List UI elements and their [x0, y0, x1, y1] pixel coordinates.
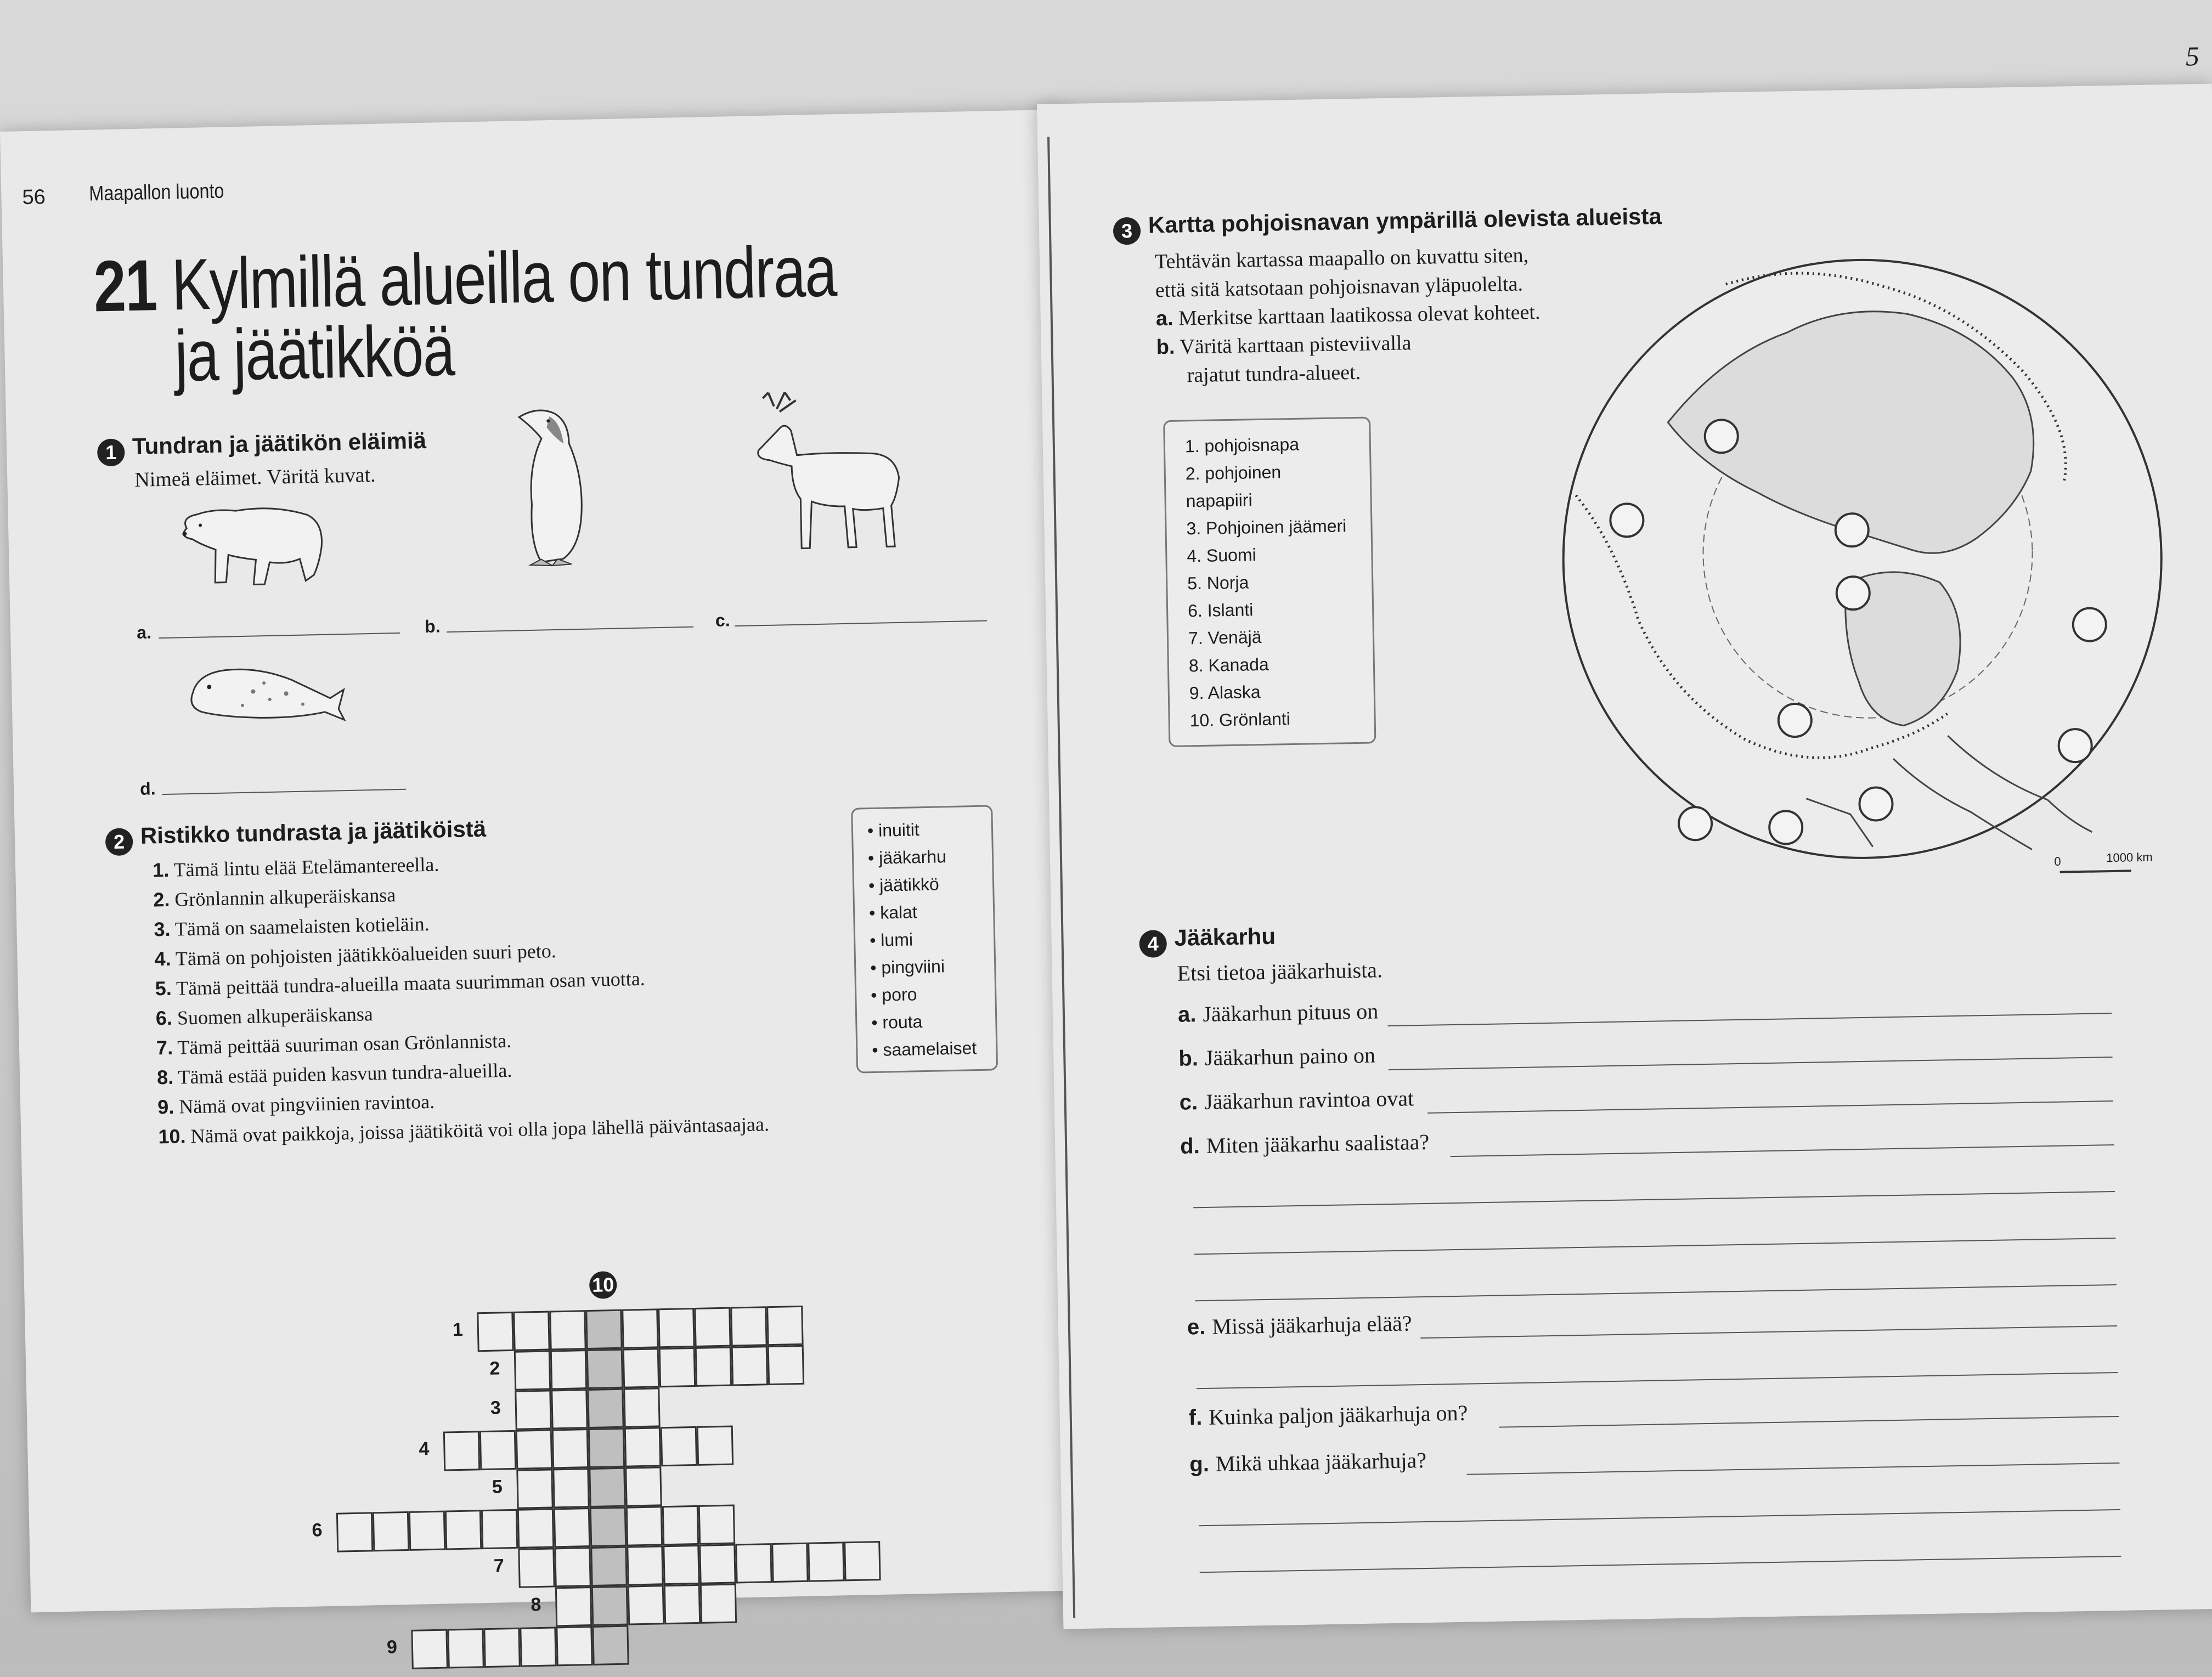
- task4-title: Jääkarhu: [1174, 923, 1276, 951]
- question-c: c. Jääkarhun ravintoa ovat: [1179, 1086, 1414, 1115]
- crossword-number: 7: [493, 1555, 505, 1577]
- crossword-cell[interactable]: [592, 1625, 629, 1665]
- scale-start: 0: [2054, 854, 2061, 868]
- answer-label-c: c.: [715, 610, 731, 630]
- crossword-cell[interactable]: [481, 1509, 518, 1549]
- answer-line[interactable]: [1193, 1191, 2115, 1208]
- crossword-cell[interactable]: [585, 1309, 622, 1349]
- crossword-cell[interactable]: [516, 1429, 552, 1469]
- crossword-cell[interactable]: [698, 1505, 735, 1545]
- task3-header: [1113, 203, 1662, 245]
- crossword-cell[interactable]: [624, 1427, 661, 1467]
- answer-line[interactable]: [1194, 1238, 2116, 1255]
- answer-line[interactable]: [1195, 1284, 2117, 1301]
- crossword-cell[interactable]: [844, 1541, 881, 1581]
- answer-line[interactable]: [1420, 1325, 2117, 1339]
- crossword-cell[interactable]: [700, 1583, 737, 1623]
- crossword-cell[interactable]: [663, 1545, 699, 1585]
- question-b: b. Jääkarhun paino on: [1178, 1042, 1376, 1071]
- answer-label-a: a.: [136, 622, 152, 642]
- crossword-cell[interactable]: [373, 1511, 409, 1551]
- place-item: 5. Norja: [1187, 572, 1249, 594]
- answer-line[interactable]: [1499, 1416, 2119, 1428]
- task2-title: Ristikko tundrasta ja jäätiköistä: [140, 815, 487, 849]
- crossword-cell[interactable]: [628, 1585, 664, 1625]
- crossword-cell[interactable]: [771, 1543, 808, 1583]
- crossword-cell[interactable]: [549, 1310, 586, 1350]
- task4-instruction: Etsi tietoa jääkarhuista.: [1177, 957, 1383, 986]
- task4-number: 4: [1139, 930, 1167, 958]
- crossword-cell[interactable]: [513, 1311, 550, 1351]
- crossword-cell[interactable]: [589, 1467, 625, 1507]
- polar-map: [1555, 249, 2169, 868]
- task3-item-b-line2: rajatut tundra-alueet.: [1187, 360, 1361, 387]
- crossword-cell[interactable]: [661, 1426, 697, 1466]
- place-item: 10. Grönlanti: [1189, 709, 1291, 731]
- crossword-cell[interactable]: [735, 1543, 772, 1583]
- question-e: e. Missä jääkarhuja elää?: [1187, 1311, 1412, 1340]
- task3-intro-line1: Tehtävän kartassa maapallo on kuvattu siten,: [1154, 244, 1529, 274]
- chapter-number: 21: [93, 245, 157, 327]
- crossword-cell[interactable]: [626, 1506, 663, 1546]
- crossword-cell[interactable]: [554, 1547, 591, 1587]
- task3-title: Kartta pohjoisnavan ympärillä olevista alueista: [1148, 203, 1662, 238]
- crossword-cell[interactable]: [627, 1545, 663, 1585]
- word-bank-item: • inuitit: [867, 820, 920, 841]
- answer-line[interactable]: [1389, 1057, 2113, 1070]
- title-line2: ja jäätikköä: [174, 309, 455, 397]
- crossword-number: 1: [452, 1319, 464, 1341]
- crossword-cell[interactable]: [590, 1546, 627, 1586]
- clue-10: 10. Nämä ovat paikkoja, joissa jäätiköitä voi olla jopa lähellä päiväntasaajaa.: [157, 1113, 770, 1148]
- crossword-cell[interactable]: [479, 1430, 516, 1470]
- word-bank-item: • kalat: [868, 902, 918, 923]
- corner-page-number: 5: [2185, 41, 2200, 72]
- crossword-cell[interactable]: [443, 1431, 480, 1471]
- crossword-number: 3: [490, 1397, 501, 1419]
- clue-8: 8. Tämä estää puiden kasvun tundra-alueilla.: [156, 1059, 512, 1089]
- place-item: 7. Venäjä: [1188, 627, 1262, 648]
- crossword-cell[interactable]: [625, 1466, 662, 1506]
- crossword-cell[interactable]: [477, 1312, 514, 1352]
- place-item: 4. Suomi: [1187, 545, 1256, 566]
- word-bank-item: • jäätikkö: [868, 874, 940, 896]
- crossword-cell[interactable]: [515, 1390, 551, 1430]
- task3-intro: [1155, 241, 1542, 390]
- scale-bar: [2060, 869, 2131, 873]
- clue-2: 2. Grönlannin alkuperäiskansa: [153, 884, 396, 911]
- task3-number: 3: [1113, 217, 1141, 245]
- task3-intro-line2: että sitä katsotaan pohjoisnavan yläpuolelta.: [1155, 272, 1523, 302]
- crossword-cell[interactable]: [808, 1542, 844, 1582]
- crossword-cell[interactable]: [447, 1628, 484, 1668]
- crossword-cell[interactable]: [658, 1308, 695, 1348]
- crossword-cell[interactable]: [556, 1626, 592, 1666]
- task3-item-a: a. Merkitse karttaan laatikossa olevat kohteet.: [1155, 301, 1541, 331]
- answer-label-b: b.: [424, 616, 441, 636]
- place-item: 9. Alaska: [1189, 682, 1261, 703]
- answer-label-d: d.: [139, 778, 156, 799]
- scale-end: 1000 km: [2106, 850, 2153, 865]
- question-f: f. Kuinka paljon jääkarhuja on?: [1188, 1400, 1468, 1430]
- crossword-cell[interactable]: [766, 1306, 803, 1346]
- crossword-cell[interactable]: [590, 1507, 627, 1547]
- clue-7: 7. Tämä peittää suuriman osan Grönlannista.: [156, 1029, 512, 1059]
- crossword-cell[interactable]: [699, 1544, 736, 1584]
- crossword-cell[interactable]: [730, 1306, 767, 1346]
- place-item: 3. Pohjoinen jäämeri: [1186, 516, 1347, 539]
- task1-title: Tundran ja jäätikön eläimiä: [132, 427, 427, 460]
- crossword-number: 6: [312, 1520, 323, 1541]
- crossword-cell[interactable]: [587, 1388, 624, 1428]
- page-number: 56: [22, 185, 46, 210]
- place-item: 1. pohjoisnapa: [1184, 434, 1300, 456]
- crossword-cell[interactable]: [662, 1505, 699, 1545]
- crossword-cell[interactable]: [409, 1511, 445, 1551]
- crossword-cell[interactable]: [588, 1428, 625, 1468]
- answer-line[interactable]: [1197, 1372, 2118, 1389]
- clue-5: 5. Tämä peittää tundra-alueilla maata suurimman osan vuotta.: [155, 967, 646, 1000]
- crossword-cell[interactable]: [520, 1627, 556, 1667]
- question-d: d. Miten jääkarhu saalistaa?: [1180, 1129, 1430, 1159]
- crossword-cell[interactable]: [622, 1308, 658, 1348]
- crossword-cell[interactable]: [659, 1347, 696, 1387]
- crossword-cell[interactable]: [445, 1510, 482, 1550]
- crossword-cell[interactable]: [517, 1508, 554, 1548]
- crossword-cell[interactable]: [516, 1469, 553, 1509]
- clue-3: 3. Tämä on saamelaisten kotieläin.: [154, 912, 430, 941]
- word-bank-item: • saamelaiset: [872, 1038, 977, 1060]
- answer-line[interactable]: [1200, 1556, 2121, 1573]
- place-item: 8. Kanada: [1188, 654, 1269, 676]
- crossword-cell[interactable]: [514, 1350, 551, 1390]
- crossword-number: 2: [489, 1358, 500, 1379]
- task1-instruction: Nimeä eläimet. Väritä kuvat.: [134, 463, 376, 492]
- answer-line[interactable]: [1199, 1509, 2120, 1526]
- clue-9: 9. Nämä ovat pingviinien ravintoa.: [157, 1090, 435, 1119]
- crossword-cell[interactable]: [550, 1349, 587, 1390]
- title-line1: Kylmillä alueilla on tundraa: [171, 230, 837, 325]
- word-bank-item: • poro: [870, 984, 917, 1006]
- task1-number: 1: [97, 439, 125, 467]
- answer-line[interactable]: [1427, 1100, 2113, 1114]
- clue-4: 4. Tämä on pohjoisten jäätikköalueiden suuri peto.: [154, 940, 557, 970]
- answer-line[interactable]: [1387, 1013, 2112, 1026]
- crossword-cell[interactable]: [411, 1629, 448, 1669]
- crossword-cell[interactable]: [554, 1507, 590, 1548]
- crossword-cell[interactable]: [518, 1548, 555, 1588]
- crossword-cell[interactable]: [555, 1586, 592, 1627]
- question-a: a. Jääkarhun pituus on: [1177, 998, 1379, 1027]
- task2-number: 2: [105, 828, 133, 856]
- crossword-cell[interactable]: [551, 1389, 588, 1429]
- left-page: [0, 109, 1095, 1658]
- running-header: Maapallon luonto: [88, 179, 224, 206]
- clue-6: 6. Suomen alkuperäiskansa: [155, 1003, 374, 1030]
- crossword-number: 5: [492, 1476, 503, 1498]
- task4-header: [1139, 923, 1276, 958]
- answer-line[interactable]: [1467, 1463, 2120, 1475]
- crossword-cell[interactable]: [623, 1387, 660, 1427]
- crossword-cell[interactable]: [552, 1468, 589, 1508]
- places-box: [1163, 416, 1376, 747]
- right-page: [1037, 41, 2212, 1629]
- crossword-number-10: 10: [589, 1271, 617, 1299]
- question-g: g. Mikä uhkaa jääkarhuja?: [1189, 1447, 1427, 1477]
- crossword-cell[interactable]: [664, 1584, 701, 1624]
- crossword-cell[interactable]: [552, 1428, 589, 1469]
- crossword-number: 9: [386, 1636, 398, 1658]
- task3-item-b: b. Väritä karttaan pisteviivalla: [1156, 331, 1412, 359]
- word-bank-item: • routa: [871, 1012, 923, 1033]
- clue-1: 1. Tämä lintu elää Etelämantereella.: [152, 853, 439, 882]
- crossword-number: 8: [531, 1594, 541, 1616]
- crossword-grid: [0, 109, 1095, 1658]
- place-item: 6. Islanti: [1187, 600, 1254, 621]
- place-item: 2. pohjoinen napapiiri: [1185, 462, 1282, 511]
- word-bank-item: • lumi: [869, 929, 913, 951]
- crossword-cell[interactable]: [697, 1426, 733, 1466]
- crossword-cell[interactable]: [336, 1512, 373, 1552]
- word-bank-item: • pingviini: [870, 956, 945, 978]
- crossword-cell[interactable]: [695, 1347, 732, 1387]
- word-bank-item: • jääkarhu: [867, 846, 947, 868]
- crossword-cell[interactable]: [694, 1307, 731, 1347]
- crossword-cell[interactable]: [731, 1346, 768, 1386]
- crossword-cell[interactable]: [768, 1345, 804, 1385]
- answer-line[interactable]: [1451, 1144, 2114, 1157]
- crossword-cell[interactable]: [483, 1628, 520, 1668]
- crossword-cell[interactable]: [586, 1349, 623, 1389]
- crossword-cell[interactable]: [623, 1348, 659, 1388]
- crossword-cell[interactable]: [591, 1586, 628, 1626]
- crossword-number: 4: [419, 1438, 430, 1460]
